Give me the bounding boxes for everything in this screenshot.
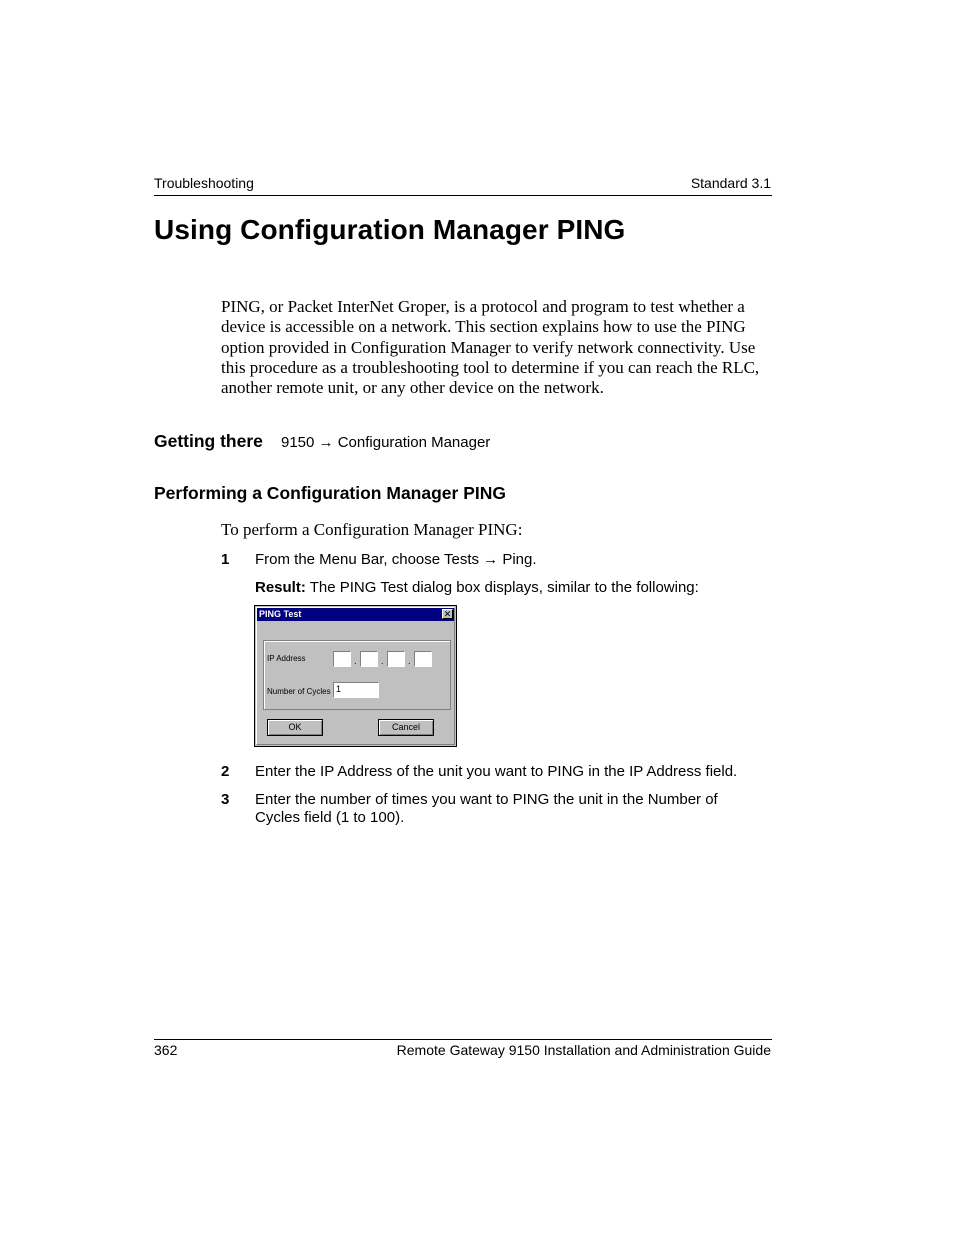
- step-text: Enter the number of times you want to PING the unit in the Number of Cycles field (1 to 100).: [255, 791, 718, 826]
- result-label: Result:: [255, 579, 306, 596]
- dialog-title-bar: [257, 608, 454, 621]
- intro-line: device is accessible on a network. This section explains how to use the PING: [221, 317, 746, 337]
- guide-title: Remote Gateway 9150 Installation and Administration Guide: [396, 1042, 771, 1058]
- intro-line: option provided in Configuration Manager to verify network connectivity. Use: [221, 337, 756, 357]
- step-result: [255, 579, 699, 596]
- ping-test-dialog: [254, 605, 457, 747]
- ip-dot: .: [381, 656, 384, 666]
- ip-octet-4-field[interactable]: [414, 651, 432, 667]
- getting-there-label: Getting there: [154, 431, 263, 451]
- cancel-button[interactable]: Cancel: [378, 719, 434, 736]
- intro-line: this procedure as a troubleshooting tool to determine if you can reach the RLC,: [221, 357, 760, 377]
- dialog-title: PING Test: [259, 609, 302, 619]
- intro-line: another remote unit, or any other device on the network.: [221, 378, 604, 398]
- page-title: Using Configuration Manager PING: [154, 214, 626, 245]
- ip-address-label: IP Address: [267, 654, 306, 663]
- result-text: The PING Test dialog box displays, similar to the following:: [305, 579, 699, 596]
- page-number: 362: [154, 1042, 178, 1058]
- intro-line: PING, or Packet InterNet Groper, is a protocol and program to test whether a: [221, 297, 745, 316]
- step-number: 2: [221, 763, 230, 780]
- ip-octet-1-field[interactable]: [333, 651, 351, 667]
- step-text: From the Menu Bar, choose Tests → Ping.: [255, 551, 537, 568]
- ip-octet-2-field[interactable]: [360, 651, 378, 667]
- running-header-version: Standard 3.1: [690, 175, 771, 191]
- procedure-intro: To perform a Configuration Manager PING:: [221, 520, 523, 539]
- ok-button[interactable]: OK: [267, 719, 323, 736]
- ip-octet-3-field[interactable]: [387, 651, 405, 667]
- getting-there-path: 9150 → Configuration Manager: [281, 434, 491, 451]
- step-number: 1: [221, 551, 230, 568]
- step-text: Enter the IP Address of the unit you want to PING in the IP Address field.: [255, 763, 738, 780]
- section-heading: Performing a Configuration Manager PING: [154, 483, 506, 503]
- footer-rule: [154, 1039, 772, 1040]
- close-icon[interactable]: ✕: [443, 609, 452, 619]
- running-header-section: Troubleshooting: [154, 175, 254, 191]
- step-number: 3: [221, 791, 230, 808]
- ip-dot: .: [354, 656, 357, 666]
- cycles-field[interactable]: 1: [333, 682, 379, 698]
- header-rule: [154, 195, 772, 196]
- intro-paragraph: [221, 297, 773, 398]
- cycles-label: Number of Cycles: [267, 687, 331, 696]
- ip-dot: .: [408, 656, 411, 666]
